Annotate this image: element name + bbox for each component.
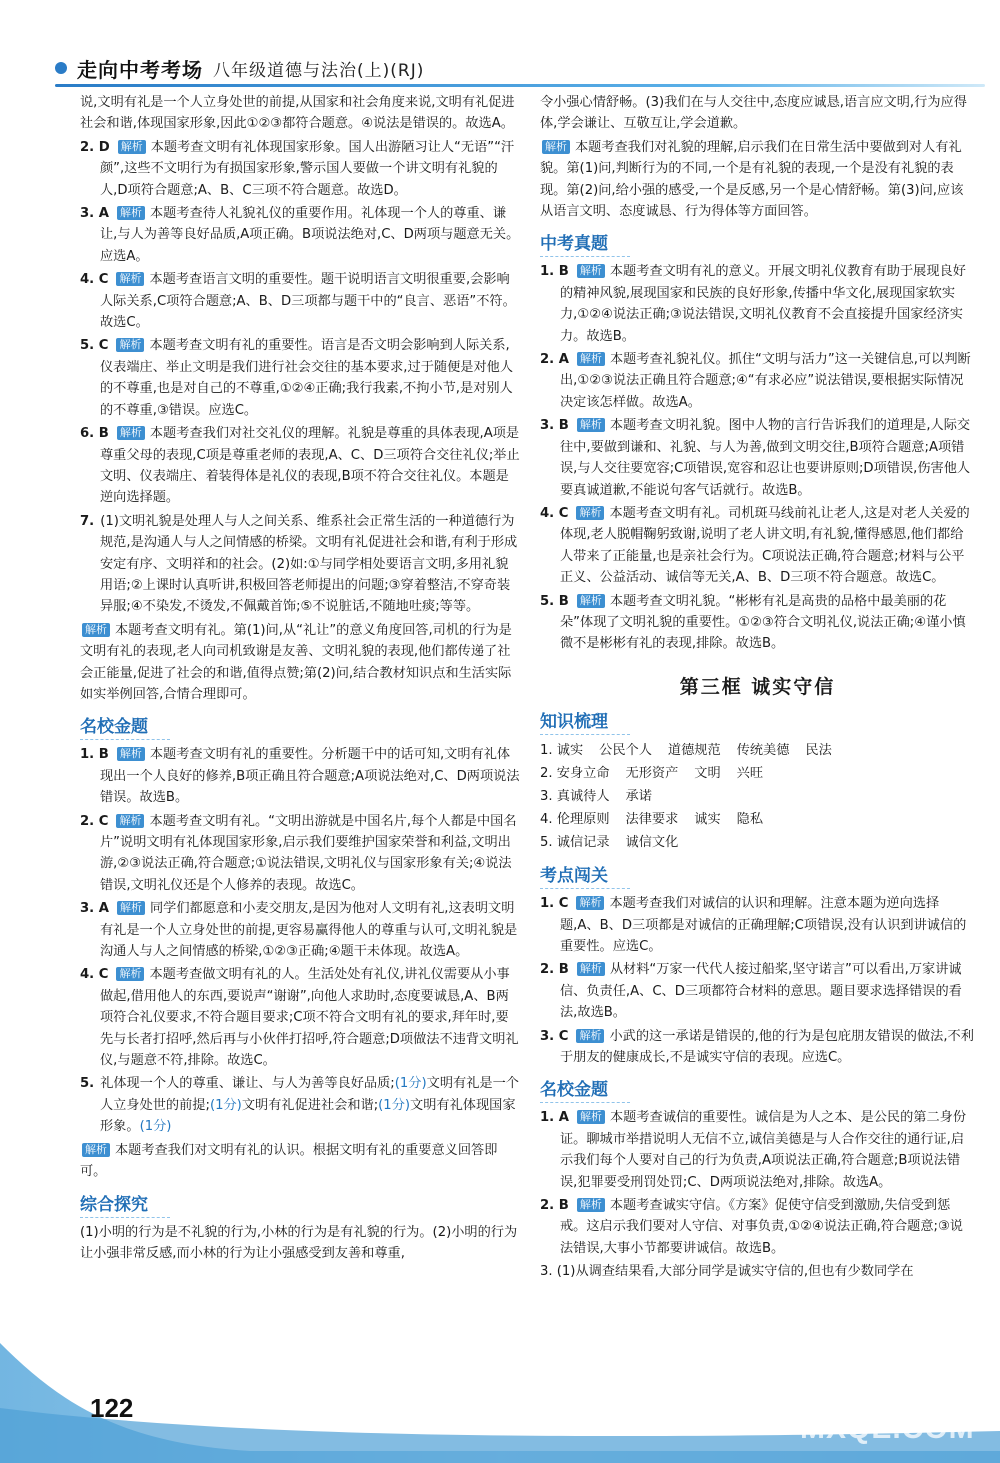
- analysis-tag: 解析: [82, 1143, 110, 1157]
- header-divider: [55, 84, 985, 87]
- answer-list: [540, 893, 975, 1068]
- continued-text: 令小强心情舒畅。(3)我们在与人交往中,态度应诚恳,语言应文明,行为应得体,学会谦让、互敬互让,学会道歉。: [540, 95, 967, 132]
- answer-item: 3. A 解析 同学们都愿意和小麦交朋友,是因为他对人文明有礼,这表明文明有礼是一个人立身处世的前提,更容易赢得他人的尊重与认可,文明礼貌是沟通人与人之间情感的桥梁,①②③正确;④题干未体现。故选A。: [80, 901, 518, 960]
- answer-item: 5. 礼体现一个人的尊重、谦让、与人为善等良好品质;(1分)文明有礼是一个人立身处世的前提;(1分)文明有礼促进社会和谐;(1分)文明有礼体现国家形象。(1分): [80, 1076, 519, 1135]
- analysis-tag: 解析: [116, 338, 144, 352]
- analysis-tag: 解析: [577, 594, 605, 608]
- analysis-paragraph: 解析 本题考查我们对礼貌的理解,启示我们在日常生活中要做到对人有礼貌。第(1)问,判断行为的不同,一个是有礼貌的表现,一个是没有礼貌的表现。第(2)问,给小强的感受,一个是反感,另一个是心情舒畅。第(3)问,应该从语言文明、态度诚恳、行为得体等方面回答。: [540, 139, 964, 220]
- analysis-tag: 解析: [116, 272, 144, 286]
- page-number: 122: [90, 1393, 134, 1423]
- score-mark: (1分): [209, 1097, 242, 1113]
- answer-item: 6. B 解析 本题考查我们对社交礼仪的理解。礼貌是尊重的具体表现,A项是尊重父母的表现,C项是尊重老师的表现,A、C、D三项符合交往礼仪;举止文明、仪表端庄、着装得体是礼仪的表现,B项不符合交往礼仪。本题是逆向选择题。: [80, 426, 520, 506]
- analysis-tag: 解析: [577, 962, 605, 976]
- analysis-tag: 解析: [117, 747, 145, 761]
- answer-item: 1. B 解析 本题考查文明有礼的意义。开展文明礼仪教育有助于展现良好的精神风貌,展现国家和民族的良好形象,传播中华文化,展现国家软实力,①②④说法正确;③说法错误,文明礼仪教育不会直接提升国家经济实力。故选B。: [540, 264, 966, 344]
- score-mark: (1分): [394, 1076, 427, 1092]
- answer-item: 5. B 解析 本题考查文明礼貌。“彬彬有礼是高贵的品格中最美丽的花朵”体现了文明礼貌的重要性。①②③符合文明礼仪,说法正确;④谨小慎微不是彬彬有礼的表现,排除。故选B。: [540, 593, 966, 652]
- analysis-tag: 解析: [576, 1029, 604, 1043]
- analysis-paragraph: 解析 本题考查我们对文明有礼的认识。根据文明有礼的重要意义回答即可。: [80, 1142, 498, 1180]
- score-mark: (1分): [139, 1119, 172, 1135]
- subject-title: 八年级道德与法治(上)(RJ): [213, 60, 425, 81]
- answer-item: 2. B 解析 本题考查诚实守信。《方案》促使守信受到激励,失信受到惩戒。这启示我们要对人守信、对事负责,①②④说法正确,符合题意;③说法错误,大事小节都要讲诚信。故选B。: [540, 1198, 963, 1256]
- answer-item: 4. C 解析 本题考查做文明有礼的人。生活处处有礼仪,讲礼仪需要从小事做起,借用他人的东西,要说声“谢谢”,向他人求助时,态度要诚恳,A、B两项符合礼仪要求,不符合题目要求;C项不符合文明有礼的要求,拜年时,要先与长者打招呼,然后再与小伙伴打招呼,符合题意;D项做法不违背文明礼仪,与题意不符,排除。故选C。: [80, 967, 519, 1069]
- answer-item: 4. C 解析 本题考查文明有礼。司机斑马线前礼让老人,这是对老人关爱的体现,老人脱帽鞠躬致谢,说明了老人讲文明,有礼貌,懂得感恩,他们都给人带来了正能量,也是亲社会行为。C项说法正确,符合题意;材料与公平正义、公益活动、诚信等无关,A、B、D三项不符合题意。故选C。: [540, 505, 970, 586]
- page-header: [55, 50, 975, 86]
- answer-list: [80, 744, 520, 1182]
- answer-paragraph: (1)小明的行为是不礼貌的行为,小林的行为是有礼貌的行为。(2)小明的行为让小强非常反感,而小林的行为让小强感受到友善和尊重,: [80, 1224, 518, 1261]
- answer-item: 1. B 解析 本题考查文明有礼的重要性。分析题干中的话可知,文明有礼体现出一个人良好的修养,B项正确且符合题意;A项说法绝对,C、D两项说法错误。故选B。: [80, 747, 520, 806]
- knowledge-row: 1. 诚实 公民个人 道德规范 传统美德 民法: [540, 743, 832, 759]
- knowledge-row: 2. 安身立命 无形资产 文明 兴旺: [540, 766, 764, 782]
- answer-item: 7. (1)文明礼貌是处理人与人之间关系、维系社会正常生活的一种道德行为规范,是沟通人与人之间情感的桥梁。文明有礼促进社会和谐,有利于形成安定有序、文明祥和的社会。(2)如:①与同学相处要语言文明,多用礼貌用语;②上课时认真听讲,积极回答老师提出的问题;③穿着整洁,不穿奇装异服;④不染发,不烫发,不佩戴首饰;⑤不说脏话,不随地吐痰;等等。: [80, 513, 518, 615]
- analysis-tag: 解析: [116, 967, 144, 981]
- right-column: [540, 92, 975, 1285]
- analysis-tag: 解析: [117, 206, 145, 220]
- section-title-kaodian: 考点闯关: [540, 864, 630, 889]
- answer-item: 3. A 解析 本题考查待人礼貌礼仪的重要作用。礼体现一个人的尊重、谦让,与人为善等良好品质,A项正确。B项说法绝对,C、D两项与题意无关。应选A。: [80, 206, 520, 264]
- answer-item: 1. A 解析 本题考查诚信的重要性。诚信是为人之本、是公民的第二身份证。聊城市举措说明人无信不立,诚信美德是与人合作交往的通行证,启示我们每个人要对自己的行为负责,A项说法正确,符合题意;B项说法错误,犯罪要受刑罚处罚;C、D两项说法绝对,排除。故选A。: [540, 1110, 967, 1190]
- answer-list: [540, 261, 975, 654]
- analysis-tag: 解析: [542, 140, 570, 154]
- answer-item: 5. C 解析 本题考查文明有礼的重要性。语言是否文明会影响到人际关系,仪表端庄、举止文明是我们进行社会交往的基本要求,过于随便是对他人的不尊重,也是对自己的不尊重,①②④正确;我行我素,不拘小节,是对别人的不尊重,③错误。应选C。: [80, 338, 514, 418]
- section-title-zhishi: 知识梳理: [540, 710, 630, 735]
- section-title-mingxiao-2: 名校金题: [540, 1078, 630, 1103]
- analysis-tag: 解析: [117, 901, 145, 915]
- analysis-tag: 解析: [576, 506, 604, 520]
- knowledge-list: [540, 739, 975, 854]
- section-title-zhongkao: 中考真题: [540, 232, 630, 257]
- continued-text: 说,文明有礼是一个人立身处世的前提,从国家和社会角度来说,文明有礼促进社会和谐,体现国家形象,因此①②③都符合题意。④说法是错误的。故选A。: [80, 95, 515, 132]
- analysis-tag: 解析: [577, 264, 605, 278]
- answer-list: [540, 1107, 975, 1282]
- answer-item: 1. C 解析 本题考查我们对诚信的认识和理解。注意本题为逆向选择题,A、B、D三项都是对诚信的正确理解;C项错误,没有认识到讲诚信的重要性。应选C。: [540, 896, 967, 954]
- analysis-tag: 解析: [116, 814, 144, 828]
- knowledge-row: 4. 伦理原则 法律要求 诚实 隐私: [540, 812, 764, 828]
- frame-title: 第三框 诚实守信: [679, 675, 836, 698]
- analysis-tag: 解析: [118, 140, 146, 154]
- answer-item: 2. D 解析 本题考查文明有礼体现国家形象。国人出游陋习让人“无语”“汗颜”,这些不文明行为有损国家形象,警示国人要做一个讲文明有礼貌的人,D项符合题意;A、B、C三项不符合题意。故选D。: [80, 139, 515, 198]
- analysis-tag: 解析: [577, 418, 605, 432]
- answer-item: 4. C 解析 本题考查语言文明的重要性。题干说明语言文明很重要,会影响人际关系,C项符合题意;A、B、D三项都与题干中的“良言、恶语”不符。故选C。: [80, 272, 516, 331]
- answer-item: 2. C 解析 本题考查文明有礼。“文明出游就是中国名片,每个人都是中国名片”说明文明有礼体现国家形象,启示我们要维护国家荣誉和利益,文明出游,②③说法正确,符合题意;①说法错误,文明礼仪与国家形象有关;④说法错误,文明礼仪还是个人修养的表现。故选C。: [80, 813, 517, 893]
- bullet-dot-icon: [55, 62, 67, 74]
- knowledge-row: 5. 诚信记录 诚信文化: [540, 835, 679, 851]
- analysis-tag: 解析: [576, 896, 604, 910]
- section-title-zonghe: 综合探究: [80, 1193, 170, 1218]
- analysis-tag: 解析: [577, 1110, 605, 1124]
- left-column: [80, 92, 520, 1266]
- answer-item: 3. (1)从调查结果看,大部分同学是诚实守信的,但也有少数同学在: [540, 1264, 914, 1280]
- knowledge-row: 3. 真诚待人 承诺: [540, 789, 652, 805]
- watermark-text: MXQE.COM: [800, 1412, 975, 1445]
- score-mark: (1分): [378, 1097, 411, 1113]
- analysis-tag: 解析: [117, 426, 145, 440]
- answer-list: [80, 137, 520, 706]
- answer-item: 3. C 解析 小武的这一承诺是错误的,他的行为是包庇朋友错误的做法,不利于朋友的健康成长,不是诚实守信的表现。应选C。: [540, 1028, 974, 1065]
- answer-item: 2. A 解析 本题考查礼貌礼仪。抓住“文明与活力”这一关键信息,可以判断出,①②③说法正确且符合题意;④“有求必应”说法错误,要根据实际情况决定该怎样做。故选A。: [540, 352, 971, 410]
- analysis-tag: 解析: [577, 1198, 605, 1212]
- section-title-mingxiao: 名校金题: [80, 715, 170, 740]
- analysis-tag: 解析: [577, 352, 605, 366]
- analysis-tag: 解析: [82, 623, 110, 637]
- analysis-paragraph: 解析 本题考查文明有礼。第(1)问,从“礼让”的意义角度回答,司机的行为是文明有礼的表现,老人向司机致谢是友善、文明礼貌的表现,他们都传递了社会正能量,促进了社会的和谐,值得点赞;第(2)问,结合教材知识点和生活实际如实举例回答,合情合理即可。: [80, 622, 512, 702]
- series-title: 走向中考考场: [77, 57, 203, 82]
- answer-item: 3. B 解析 本题考查文明礼貌。图中人物的言行告诉我们的道理是,人际交往中,要做到谦和、礼貌、与人为善,做到文明交往,B项符合题意;A项错误,与人交往要宽容;C项错误,宽容和忍让也要讲原则;D项错误,伤害他人要真诚道歉,不能说句客气话就行。故选B。: [540, 418, 971, 498]
- answer-item: 2. B 解析 从材料“万家一代代人接过船桨,坚守诺言”可以看出,万家讲诚信、负责任,A、C、D三项都符合材料的意思。题目要求选择错误的看法,故选B。: [540, 962, 962, 1021]
